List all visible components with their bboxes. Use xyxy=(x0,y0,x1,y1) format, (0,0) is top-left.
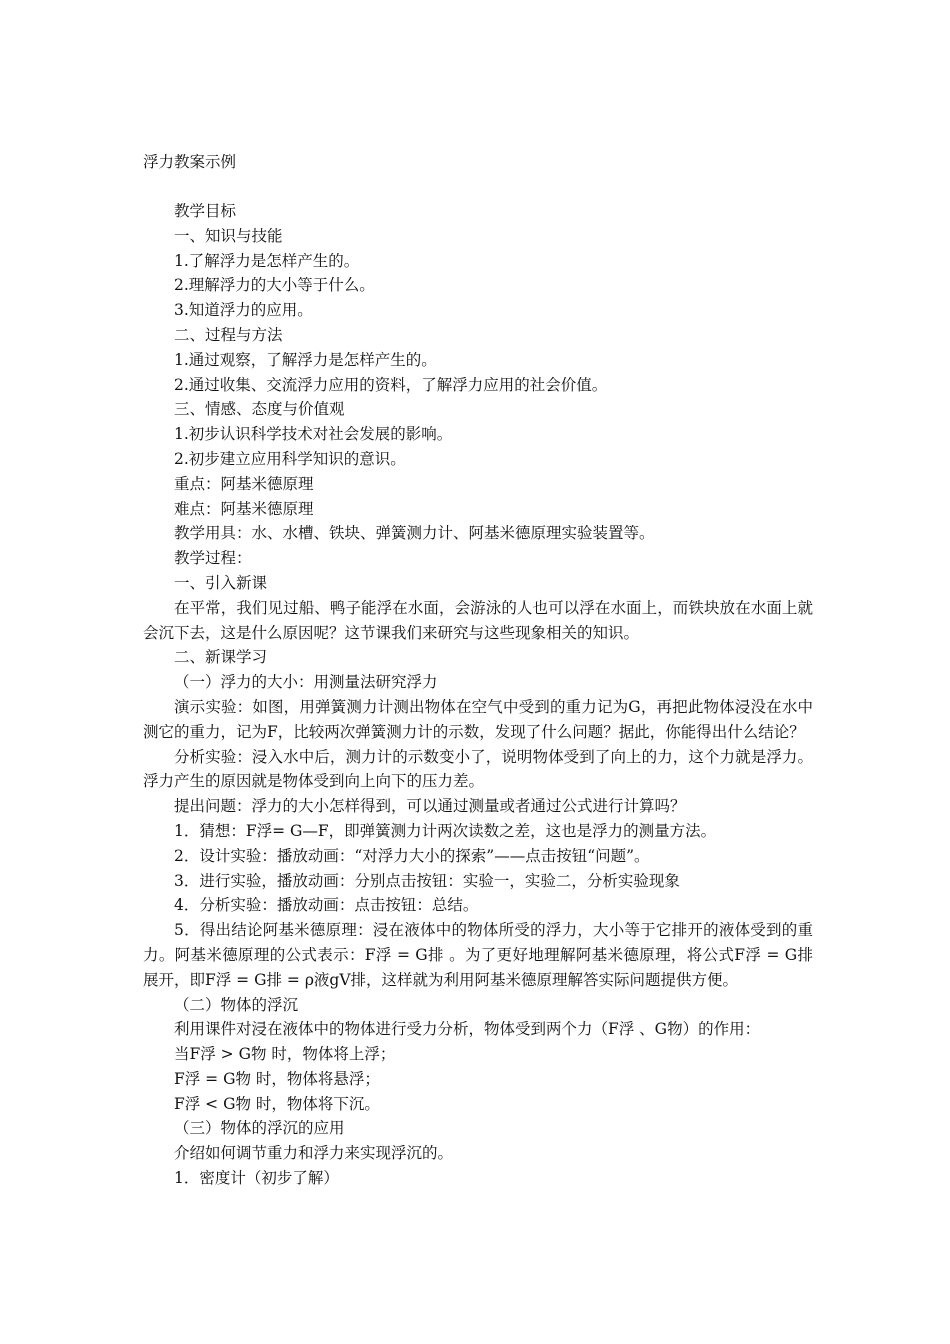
list-item: 2．设计实验：播放动画：“对浮力大小的探索”——点击按钮“问题”。 xyxy=(174,846,650,865)
paragraph-applications: 介绍如何调节重力和浮力来实现浮沉的。 xyxy=(174,1144,454,1163)
subheading-process-methods: 二、过程与方法 xyxy=(174,325,283,344)
list-item: 3．进行实验，播放动画：分别点击按钮：实验一，实验二，分析实验现象 xyxy=(174,871,680,890)
subheading-applications: （三）物体的浮沉的应用 xyxy=(174,1119,345,1138)
subheading-buoyancy-size: （一）浮力的大小：用测量法研究浮力 xyxy=(174,673,438,692)
section-heading-objectives: 教学目标 xyxy=(174,202,237,220)
list-item: 1.了解浮力是怎样产生的。 xyxy=(174,251,360,270)
subheading-new-lesson: 二、新课学习 xyxy=(174,648,268,667)
condition-sink: F浮 < G物 时，物体将下沉。 xyxy=(174,1094,380,1113)
paragraph-introduction: 在平常，我们见过船、鸭子能浮在水面，会游泳的人也可以浮在水面上，而铁块放在水面上就会沉下去，这是什么原因呢？这节课我们来研究与这些现象相关的知识。 xyxy=(143,598,813,642)
subheading-introduction: 一、引入新课 xyxy=(174,573,268,592)
list-item: 4．分析实验：播放动画：点击按钮：总结。 xyxy=(174,896,479,915)
condition-rise: 当F浮 > G物 时，物体将上浮； xyxy=(174,1045,396,1064)
list-item: 1.通过观察，了解浮力是怎样产生的。 xyxy=(174,350,437,369)
difficult-point: 难点：阿基米德原理 xyxy=(174,499,314,518)
list-item: 2.通过收集、交流浮力应用的资料，了解浮力应用的社会价值。 xyxy=(174,375,608,394)
condition-suspend: F浮 = G物 时，物体将悬浮； xyxy=(174,1069,380,1088)
list-item: 3.知道浮力的应用。 xyxy=(174,301,313,320)
subheading-floating-sinking: （二）物体的浮沉 xyxy=(174,995,299,1014)
paragraph-analysis: 分析实验：浸入水中后，测力计的示数变小了，说明物体受到了向上的力，这个力就是浮力。浮力产生的原因就是物体受到向上向下的压力差。 xyxy=(143,747,813,791)
paragraph-force-analysis: 利用课件对浸在液体中的物体进行受力分析，物体受到两个力（F浮 、G物）的作用： xyxy=(174,1020,761,1039)
subheading-attitudes-values: 三、情感、态度与价值观 xyxy=(174,400,345,419)
list-item: 2.初步建立应用科学知识的意识。 xyxy=(174,449,406,468)
list-item: 1.初步认识科学技术对社会发展的影响。 xyxy=(174,425,453,444)
paragraph-archimedes: 5．得出结论阿基米德原理：浸在液体中的物体所受的浮力，大小等于它排开的液体受到的重力。阿基米德原理的公式表示：F浮 = G排 。为了更好地理解阿基米德原理，将公式F浮 = G排 展开，即F浮 = G排 = ρ液gV排，这样就为利用阿基米德原理解答实际问题提供方便。 xyxy=(143,921,813,989)
document-body xyxy=(143,199,813,1191)
paragraph-question: 提出问题：浮力的大小怎样得到，可以通过测量或者通过公式进行计算吗？ xyxy=(174,797,686,816)
list-item: 1．猜想：F浮= G—F，即弹簧测力计两次读数之差，这也是浮力的测量方法。 xyxy=(174,821,717,840)
document-title: 浮力教案示例 xyxy=(143,153,237,171)
list-item: 1．密度计（初步了解） xyxy=(174,1169,339,1188)
section-heading-process: 教学过程： xyxy=(174,549,252,568)
paragraph-demonstration: 演示实验：如图，用弹簧测力计测出物体在空气中受到的重力记为G，再把此物体浸没在水中测它的重力，记为F，比较两次弹簧测力计的示数，发现了什么问题？据此，你能得出什么结论？ xyxy=(143,697,813,741)
list-item: 2.理解浮力的大小等于什么。 xyxy=(174,276,375,295)
teaching-materials: 教学用具：水、水槽、铁块、弹簧测力计、阿基米德原理实验装置等。 xyxy=(174,524,655,543)
subheading-knowledge-skills: 一、知识与技能 xyxy=(174,226,283,245)
key-point: 重点：阿基米德原理 xyxy=(174,474,314,493)
